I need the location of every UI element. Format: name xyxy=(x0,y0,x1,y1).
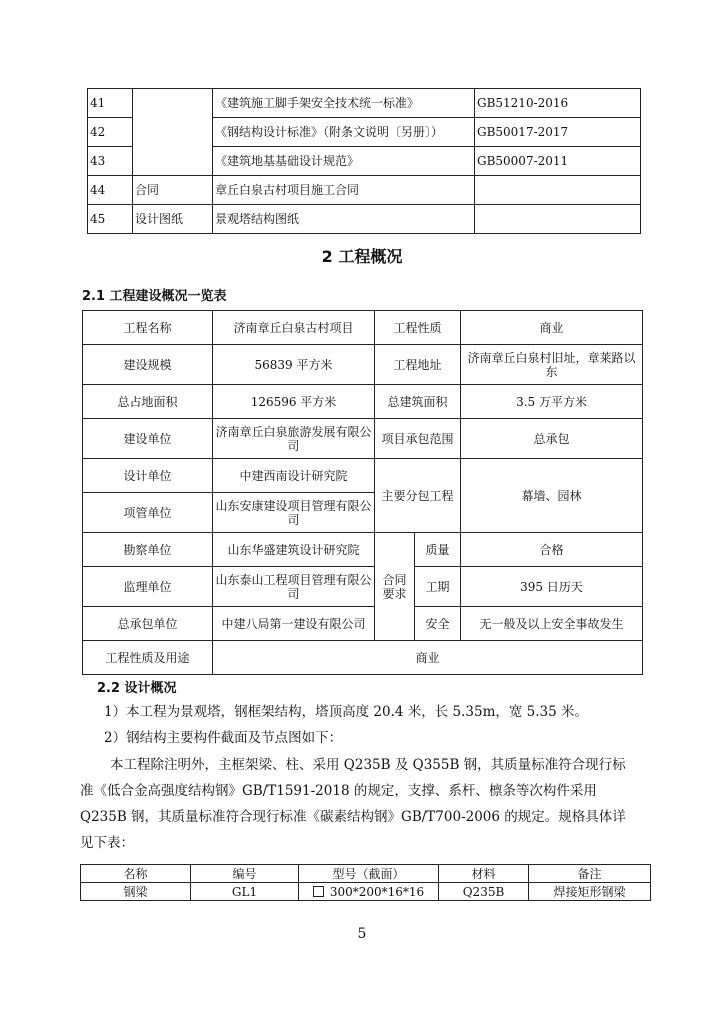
value-cell: 无一般及以上安全事故发生 xyxy=(461,607,643,641)
value-cell: 山东安康建设项目管理有限公司 xyxy=(213,493,375,533)
value-cell: 山东华盛建筑设计研究院 xyxy=(213,533,375,567)
member-section-cell xyxy=(299,883,439,901)
standard-code: GB50017-2017 xyxy=(475,118,641,147)
table-row xyxy=(81,883,651,901)
label-cell: 质量 xyxy=(415,533,461,567)
category-cell: 合同 xyxy=(133,176,213,205)
value-cell: 济南章丘白泉古村项目 xyxy=(213,311,375,345)
table-header-row xyxy=(81,865,651,883)
value-cell: 济南章丘白泉村旧址，章莱路以东 xyxy=(461,345,643,385)
member-spec-table xyxy=(80,864,651,901)
member-code: GL1 xyxy=(191,883,299,901)
table-row xyxy=(83,459,643,493)
value-cell: 中建八局第一建设有限公司 xyxy=(213,607,375,641)
value-cell: 126596 平方米 xyxy=(213,385,375,419)
label-cell: 工程名称 xyxy=(83,311,213,345)
member-name: 钢梁 xyxy=(81,883,191,901)
paragraph-2: 2）钢结构主要构件截面及节点图如下： xyxy=(104,730,343,746)
value-cell: 总承包 xyxy=(461,419,643,459)
header-cell: 名称 xyxy=(81,865,191,883)
subsection-title-2-2: 2.2 设计概况 xyxy=(97,681,177,696)
value-cell: 山东泰山工程项目管理有限公司 xyxy=(213,567,375,607)
category-cell xyxy=(133,89,213,176)
label-cell: 设计单位 xyxy=(83,459,213,493)
value-cell: 幕墙、园林 xyxy=(461,459,643,533)
table-row xyxy=(83,385,643,419)
category-cell: 设计图纸 xyxy=(133,205,213,234)
value-cell: 商业 xyxy=(461,311,643,345)
paragraph-1: 1）本工程为景观塔，钢框架结构，塔顶高度 20.4 米，长 5.35m，宽 5.35 米。 xyxy=(104,704,589,720)
paragraph-3-line-4: 见下表： xyxy=(80,835,134,851)
table-row xyxy=(83,311,643,345)
header-cell: 备注 xyxy=(529,865,651,883)
label-cell: 勘察单位 xyxy=(83,533,213,567)
label-cell: 工期 xyxy=(415,567,461,607)
label-cell: 建设单位 xyxy=(83,419,213,459)
contract-requirements-label: 合同要求 xyxy=(375,533,415,641)
label-cell: 安全 xyxy=(415,607,461,641)
standard-name: 景观塔结构图纸 xyxy=(213,205,475,234)
standard-code: GB50007-2011 xyxy=(475,147,641,176)
standard-name: 章丘白泉古村项目施工合同 xyxy=(213,176,475,205)
row-number: 45 xyxy=(88,205,133,234)
paragraph-3-line-1: 本工程除注明外，主框架梁、柱、采用 Q235B 及 Q355B 钢，其质量标准符合现行标 xyxy=(110,757,626,773)
label-cell: 主要分包工程 xyxy=(375,459,461,533)
header-cell: 编号 xyxy=(191,865,299,883)
paragraph-3-line-2: 准《低合金高强度结构钢》GB/T1591-2018 的规定，支撑、系杆、檩条等次构件采用 xyxy=(80,783,597,799)
row-number: 41 xyxy=(88,89,133,118)
row-number: 44 xyxy=(88,176,133,205)
section-title: 2 工程概况 xyxy=(321,247,403,266)
table-row xyxy=(83,567,643,607)
value-cell: 3.5 万平方米 xyxy=(461,385,643,419)
page-number: 5 xyxy=(357,926,367,942)
row-number: 42 xyxy=(88,118,133,147)
value-cell: 56839 平方米 xyxy=(213,345,375,385)
table-row xyxy=(88,176,641,205)
standard-name: 《建筑地基基础设计规范》 xyxy=(213,147,475,176)
header-cell: 型号（截面） xyxy=(299,865,439,883)
value-cell: 中建西南设计研究院 xyxy=(213,459,375,493)
table-row xyxy=(83,345,643,385)
value-cell: 395 日历天 xyxy=(461,567,643,607)
label-cell: 总承包单位 xyxy=(83,607,213,641)
standards-table xyxy=(87,88,641,234)
label-cell: 项管单位 xyxy=(83,493,213,533)
table-row xyxy=(83,641,643,675)
label-cell: 建设规模 xyxy=(83,345,213,385)
paragraph-3-line-3: Q235B 钢，其质量标准符合现行标准《碳素结构钢》GB/T700-2006 的规定。规格具体详 xyxy=(80,809,626,825)
table-row xyxy=(83,533,643,567)
label-cell: 工程性质 xyxy=(375,311,461,345)
member-section: 300*200*16*16 xyxy=(329,884,425,899)
value-cell: 合格 xyxy=(461,533,643,567)
standard-code: GB51210-2016 xyxy=(475,89,641,118)
value-cell: 济南章丘白泉旅游发展有限公司 xyxy=(213,419,375,459)
standard-name: 《钢结构设计标准》（附条文说明〔另册〕） xyxy=(213,118,475,147)
table-row xyxy=(88,205,641,234)
standard-code xyxy=(475,176,641,205)
label-cell: 总占地面积 xyxy=(83,385,213,419)
standard-name: 《建筑施工脚手架安全技术统一标准》 xyxy=(213,89,475,118)
member-note: 焊接矩形钢梁 xyxy=(529,883,651,901)
header-cell: 材料 xyxy=(439,865,529,883)
label-cell: 总建筑面积 xyxy=(375,385,461,419)
label-cell: 工程地址 xyxy=(375,345,461,385)
label-cell: 项目承包范围 xyxy=(375,419,461,459)
value-cell: 商业 xyxy=(213,641,643,675)
table-row xyxy=(83,419,643,459)
project-overview-table xyxy=(82,310,643,675)
label-cell: 监理单位 xyxy=(83,567,213,607)
subsection-title-2-1: 2.1 工程建设概况一览表 xyxy=(82,289,227,304)
label-cell: 工程性质及用途 xyxy=(83,641,213,675)
table-row xyxy=(83,607,643,641)
standard-code xyxy=(475,205,641,234)
table-row xyxy=(88,89,641,118)
member-material: Q235B xyxy=(439,883,529,901)
hollow-section-icon xyxy=(313,886,324,897)
row-number: 43 xyxy=(88,147,133,176)
